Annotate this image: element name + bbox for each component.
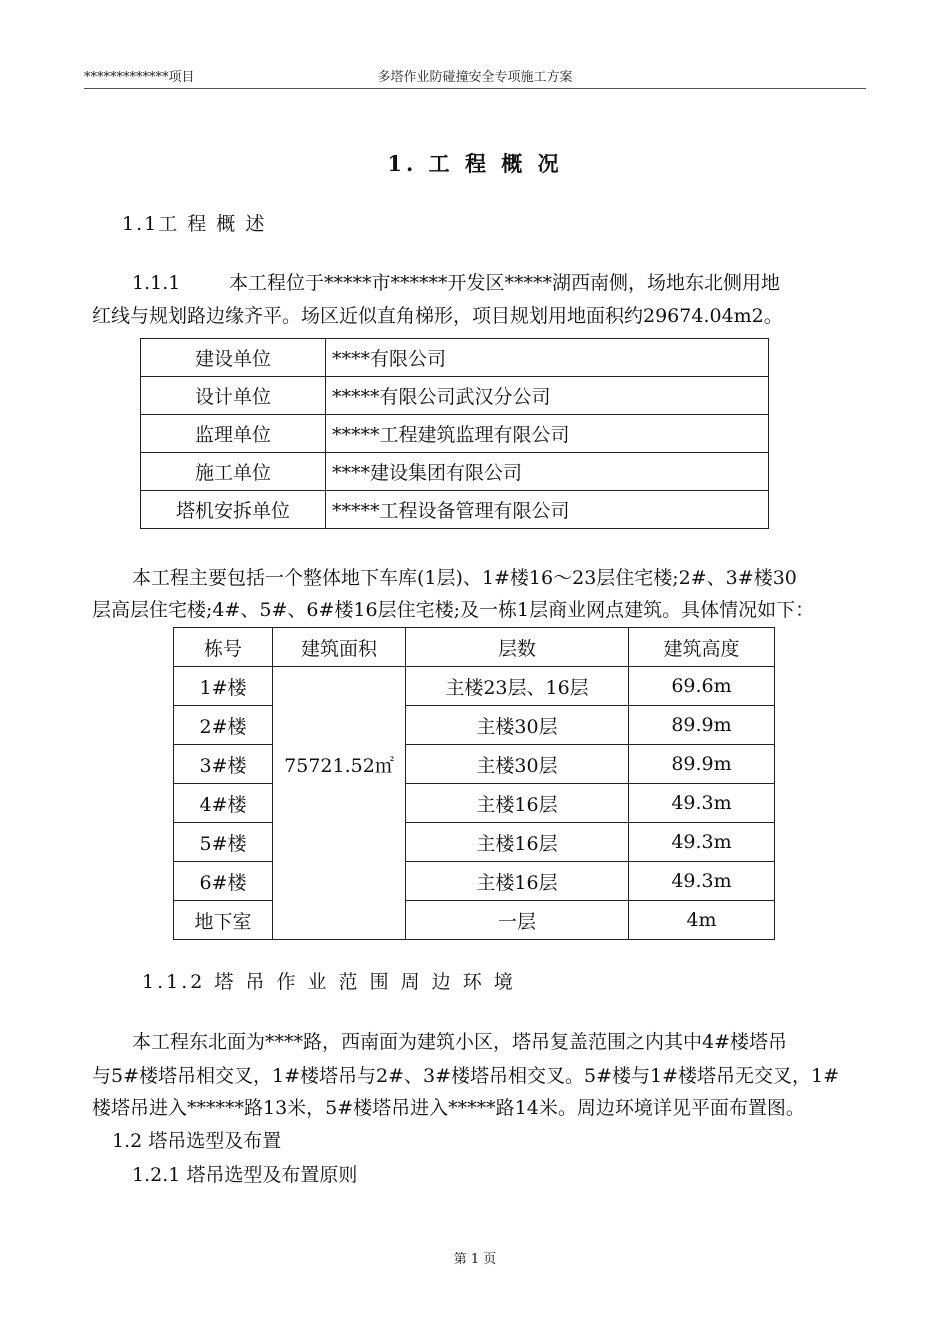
table-row	[174, 706, 775, 745]
height-cell: 49.3m	[629, 784, 775, 823]
unit-name-cell: *****工程建筑监理有限公司	[326, 415, 769, 453]
table-header-row	[174, 628, 775, 667]
building-number-cell: 1#楼	[174, 667, 273, 706]
unit-role-cell: 监理单位	[141, 415, 326, 453]
unit-role-cell: 塔机安拆单位	[141, 491, 326, 529]
height-cell: 89.9m	[629, 745, 775, 784]
header-cell: 栋号	[174, 628, 273, 667]
intro-line2: 层高层住宅楼;4#、5#、6#楼16层住宅楼;及一栋1层商业网点建筑。具体情况如下：	[92, 599, 815, 621]
building-number-cell: 3#楼	[174, 745, 273, 784]
unit-role-cell: 建设单位	[141, 339, 326, 377]
building-number-cell: 4#楼	[174, 784, 273, 823]
floors-cell: 主楼16层	[406, 862, 629, 901]
section-1-1-1-line1: 本工程位于*****市******开发区*****湖西南侧，场地东北侧用地	[229, 272, 781, 294]
section-1-1-heading: 1.1工 程 概 述	[122, 213, 267, 235]
table-row	[174, 784, 775, 823]
table-row	[174, 745, 775, 784]
unit-role-cell: 设计单位	[141, 377, 326, 415]
header-rule	[84, 88, 866, 89]
floors-cell: 主楼16层	[406, 823, 629, 862]
header-cell: 建筑面积	[273, 628, 406, 667]
unit-role-cell: 施工单位	[141, 453, 326, 491]
table-row	[174, 901, 775, 940]
floors-cell: 主楼16层	[406, 784, 629, 823]
environment-line1: 本工程东北面为****路，西南面为建筑小区，塔吊复盖范围之内其中4#楼塔吊	[132, 1031, 788, 1053]
building-number-cell: 地下室	[174, 901, 273, 940]
area-blank-cell	[273, 862, 406, 940]
section-1-1-1-line2: 红线与规划路边缘齐平。场区近似直角梯形，项目规划用地面积约29674.04m2。	[92, 305, 783, 327]
table-row	[141, 491, 769, 529]
environment-line2: 与5#楼塔吊相交叉，1#楼塔吊与2#、3#楼塔吊相交叉。5#楼与1#楼塔吊无交叉，1#	[92, 1065, 840, 1087]
height-cell: 89.9m	[629, 706, 775, 745]
chapter-title: 1. 工 程 概 况	[387, 151, 563, 176]
section-1-2-1-heading: 1.2.1 塔吊选型及布置原则	[132, 1164, 358, 1186]
section-1-2-heading: 1.2 塔吊选型及布置	[112, 1130, 282, 1152]
page-number: 第 1 页	[453, 1252, 497, 1267]
height-cell: 4m	[629, 901, 775, 940]
table-row	[174, 667, 775, 706]
section-1-1-2-heading: 1.1.2 塔 吊 作 业 范 围 周 边 环 境	[142, 971, 516, 993]
header-doc-title: 多塔作业防碰撞安全专项施工方案	[377, 70, 573, 85]
table-row	[174, 823, 775, 862]
unit-name-cell: ****有限公司	[326, 339, 769, 377]
header-project: *************项目	[84, 70, 195, 85]
table-row	[141, 453, 769, 491]
header-cell: 建筑高度	[629, 628, 775, 667]
unit-name-cell: *****有限公司武汉分公司	[326, 377, 769, 415]
section-1-1-1-number: 1.1.1	[132, 272, 181, 294]
floors-cell: 主楼23层、16层	[406, 667, 629, 706]
table-row	[174, 862, 775, 901]
table-row	[141, 377, 769, 415]
building-number-cell: 5#楼	[174, 823, 273, 862]
height-cell: 49.3m	[629, 823, 775, 862]
table-row	[141, 415, 769, 453]
header-cell: 层数	[406, 628, 629, 667]
participating-units-table	[140, 338, 769, 529]
unit-name-cell: ****建设集团有限公司	[326, 453, 769, 491]
floors-cell: 一层	[406, 901, 629, 940]
building-number-cell: 6#楼	[174, 862, 273, 901]
intro-line1: 本工程主要包括一个整体地下车库(1层)、1#楼16～23层住宅楼;2#、3#楼30	[132, 567, 797, 589]
unit-name-cell: *****工程设备管理有限公司	[326, 491, 769, 529]
environment-line3: 楼塔吊进入******路13米，5#楼塔吊进入*****路14米。周边环境详见平面布置图。	[92, 1097, 805, 1119]
floors-cell: 主楼30层	[406, 706, 629, 745]
height-cell: 49.3m	[629, 862, 775, 901]
floors-cell: 主楼30层	[406, 745, 629, 784]
height-cell: 69.6m	[629, 667, 775, 706]
buildings-table	[173, 627, 775, 940]
table-row	[141, 339, 769, 377]
building-number-cell: 2#楼	[174, 706, 273, 745]
total-area-cell: 75721.52㎡	[273, 667, 406, 862]
